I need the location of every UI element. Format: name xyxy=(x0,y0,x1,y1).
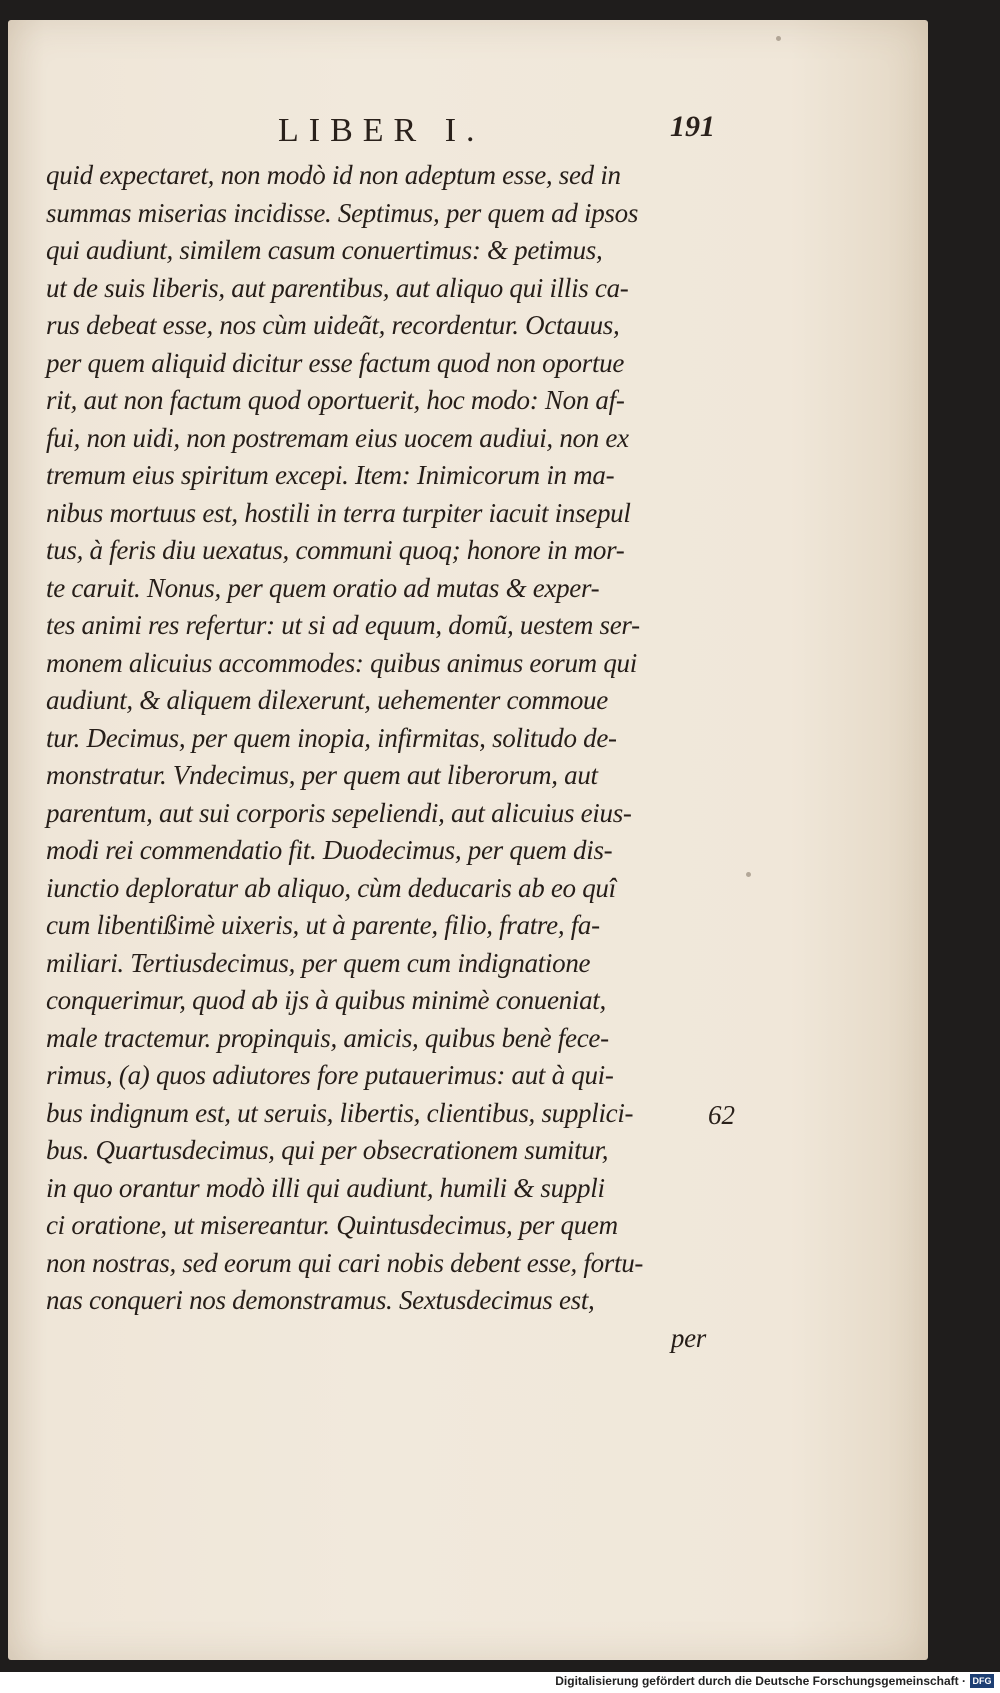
running-head: LIBER I. xyxy=(278,112,485,149)
text-line: iunctio deploratur ab aliquo, cùm deducaris ab eo quî xyxy=(46,872,616,903)
footer-credit: Digitalisierung gefördert durch die Deutsche Forschungsgemeinschaft · xyxy=(555,1674,966,1688)
text-line: bus indignum est, ut seruis, libertis, clientibus, supplici- xyxy=(46,1097,634,1128)
text-line: tremum eius spiritum excepi. Item: Inimicorum in ma- xyxy=(46,460,615,490)
text-line: ut de suis liberis, aut parentibus, aut aliquo qui illis ca- xyxy=(46,272,629,303)
text-line: audiunt, & aliquem dilexerunt, uehementer commoue xyxy=(46,685,608,715)
text-line: tur. Decimus, per quem inopia, infirmitas, solitudo de- xyxy=(46,722,617,753)
text-line: cum libentißimè uixeris, ut à parente, filio, fratre, fa- xyxy=(46,910,600,940)
paper-spot xyxy=(776,36,781,41)
text-line: rus debeat esse, nos cùm uideãt, recordentur. Octauus, xyxy=(46,310,620,340)
text-line: monstratur. Vndecimus, per quem aut liberorum, aut xyxy=(46,760,598,790)
text-line: nas conqueri nos demonstramus. Sextusdecimus est, xyxy=(46,1285,595,1315)
paper-spot xyxy=(746,872,751,877)
body-text xyxy=(46,157,706,1357)
text-line: in quo orantur modò illi qui audiunt, humili & suppli xyxy=(46,1172,605,1203)
text-line: miliari. Tertiusdecimus, per quem cum indignatione xyxy=(46,947,591,978)
catchword: per xyxy=(670,1322,706,1353)
text-line: fui, non uidi, non postremam eius uocem audiui, non ex xyxy=(46,422,629,453)
text-line: non nostras, sed eorum qui cari nobis debent esse, fortu- xyxy=(46,1247,644,1278)
text-line: parentum, aut sui corporis sepeliendi, aut alicuius eius- xyxy=(46,797,632,828)
dfg-logo-icon: DFG xyxy=(970,1674,994,1688)
text-line: per quem aliquid dicitur esse factum quod non oportue xyxy=(46,347,625,378)
page-number: 191 xyxy=(670,110,715,143)
book-page xyxy=(8,20,928,1660)
text-line: rimus, (a) quos adiutores fore putauerimus: aut à qui- xyxy=(46,1060,614,1090)
text-line: qui audiunt, similem casum conuertimus: & petimus, xyxy=(46,235,603,265)
text-line: modi rei commendatio fit. Duodecimus, per quem dis- xyxy=(46,835,613,865)
text-line: male tractemur. propinquis, amicis, quibus benè fece- xyxy=(46,1022,609,1053)
text-line: bus. Quartusdecimus, qui per obsecrationem sumitur, xyxy=(46,1135,609,1165)
margin-note: 62 xyxy=(708,1100,735,1130)
text-line: te caruit. Nonus, per quem oratio ad mutas & exper- xyxy=(46,572,600,603)
text-line: nibus mortuus est, hostili in terra turpiter iacuit insepul xyxy=(46,497,631,528)
text-line: quid expectaret, non modò id non adeptum esse, sed in xyxy=(46,160,621,190)
text-line: ci oratione, ut misereantur. Quintusdecimus, per quem xyxy=(46,1210,618,1240)
text-line: tus, à feris diu uexatus, communi quoq; honore in mor- xyxy=(46,535,625,565)
text-line: conquerimur, quod ab ijs à quibus minimè conueniat, xyxy=(46,985,606,1015)
text-line: summas miserias incidisse. Septimus, per quem ad ipsos xyxy=(46,197,639,228)
text-line: rit, aut non factum quod oportuerit, hoc modo: Non af- xyxy=(46,385,625,415)
text-line: tes animi res refertur: ut si ad equum, domũ, uestem ser- xyxy=(46,610,640,640)
text-line: monem alicuius accommodes: quibus animus eorum qui xyxy=(46,647,637,678)
